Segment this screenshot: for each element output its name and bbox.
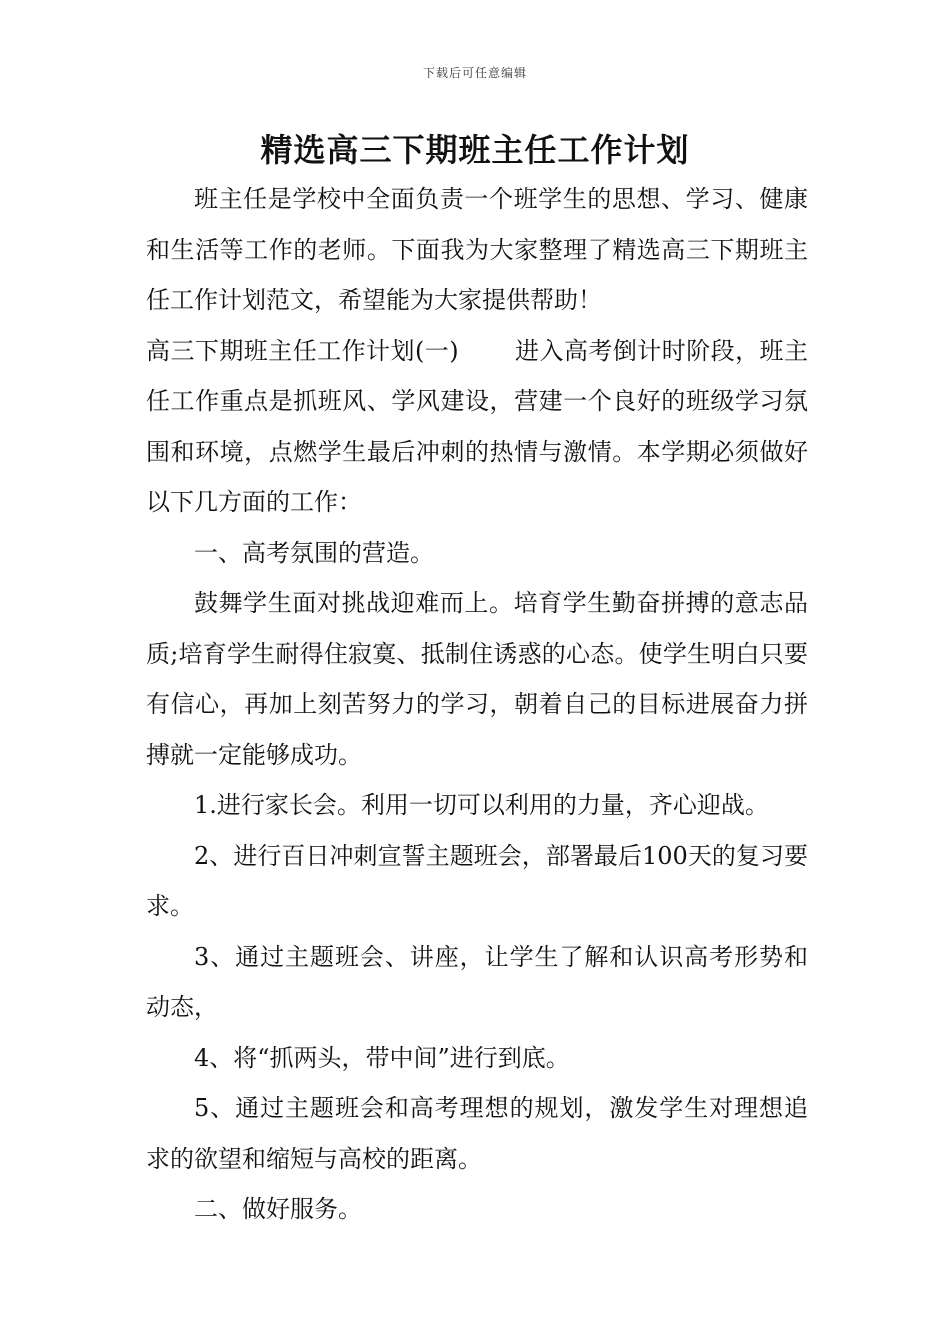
- encourage-paragraph: 鼓舞学生面对挑战迎难而上。培育学生勤奋拼搏的意志品质;培育学生耐得住寂寞、抵制住诱惑的心态。使学生明白只要有信心，再加上刻苦努力的学习，朝着自己的目标进展奋力拼搏就一定能够成功。: [146, 589, 808, 769]
- heading-atmosphere: 一、高考氛围的营造。: [194, 538, 434, 567]
- section-label: 高三下期班主任工作计划(一): [146, 336, 459, 365]
- document-body: [146, 174, 808, 1235]
- section-text: 进入高考倒计时阶段，班主任工作重点是抓班风、学风建设，营建一个良好的班级学习氛围和环境，点燃学生最后冲刺的热情与激情。本学期必须做好以下几方面的工作：: [146, 336, 809, 516]
- list-item-2: 2、进行百日冲刺宣誓主题班会，部署最后100天的复习要求。: [146, 841, 808, 920]
- list-item-1: 1.进行家长会。利用一切可以利用的力量，齐心迎战。: [194, 791, 769, 819]
- heading-service: 二、做好服务。: [194, 1195, 362, 1223]
- section-paragraph: [146, 326, 808, 528]
- header-note: 下载后可任意编辑: [422, 66, 527, 80]
- list-item-4: 4、将“抓两头，带中间”进行到底。: [194, 1043, 570, 1072]
- intro-paragraph: 班主任是学校中全面负责一个班学生的思想、学习、健康和生活等工作的老师。下面我为大家整理了精选高三下期班主任工作计划范文，希望能为大家提供帮助！: [146, 185, 808, 314]
- list-item-3: 3、通过主题班会、讲座，让学生了解和认识高考形势和动态，: [146, 942, 808, 1021]
- list-item-5: 5、通过主题班会和高考理想的规划，激发学生对理想追求的欲望和缩短与高校的距离。: [146, 1094, 808, 1173]
- document-title: 精选高三下期班主任工作计划: [260, 131, 690, 169]
